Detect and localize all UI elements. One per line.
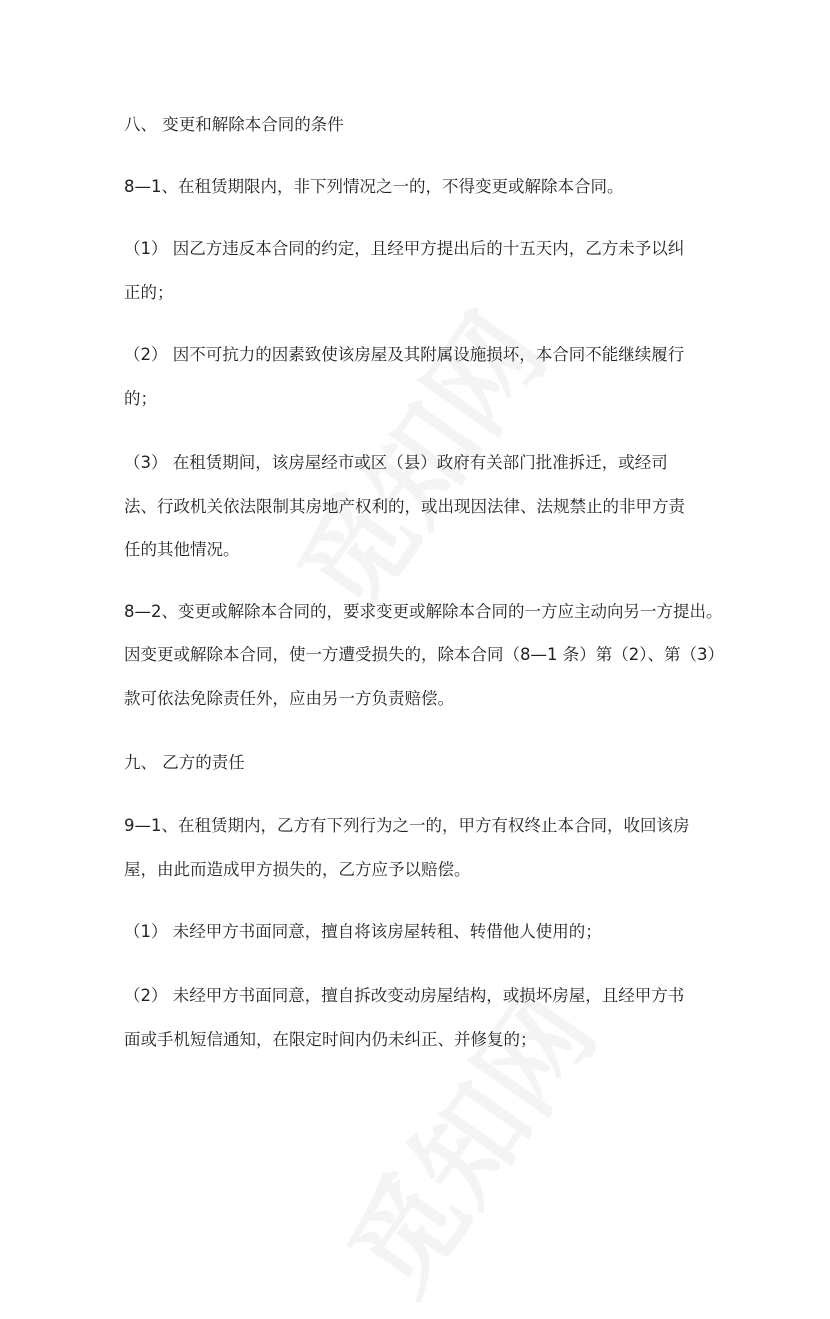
text-line: （1） 未经甲方书面同意，擅自将该房屋转租、转借他人使用的； (124, 922, 602, 941)
text-line: 8—1、在租赁期限内，非下列情况之一的，不得变更或解除本合同。 (124, 177, 624, 196)
text-line: 面或手机短信通知，在限定时间内仍未纠正、并修复的； (124, 1030, 537, 1049)
text-line: （3） 在租赁期间，该房屋经市或区（县）政府有关部门批准拆迁，或经司 (124, 453, 668, 472)
text-line: 八、 变更和解除本合同的条件 (124, 115, 344, 134)
text-line: 8—2、变更或解除本合同的，要求变更或解除本合同的一方应主动向另一方提出。 (124, 602, 723, 621)
text-line: 屋，由此而造成甲方损失的，乙方应予以赔偿。 (124, 860, 471, 879)
text-line: 法、行政机关依法限制其房地产权利的，或出现因法律、法规禁止的非甲方责 (124, 497, 685, 516)
text-line: （2） 未经甲方书面同意，擅自拆改变动房屋结构，或损坏房屋，且经甲方书 (124, 986, 685, 1005)
text-line: 9—1、在租赁期内，乙方有下列行为之一的，甲方有权终止本合同，收回该房 (124, 816, 690, 835)
text-line: （2） 因不可抗力的因素致使该房屋及其附属设施损坏，本合同不能继续履行 (124, 345, 685, 364)
watermark (306, 959, 625, 1319)
text-line: 因变更或解除本合同，使一方遭受损失的，除本合同（8—1 条）第（2）、第（3） (124, 645, 724, 664)
text-line: 正的； (124, 283, 174, 302)
text-line: 九、 乙方的责任 (124, 753, 245, 772)
text-line: （1） 因乙方违反本合同的约定，且经甲方提出后的十五天内，乙方未予以纠 (124, 239, 685, 258)
text-line: 款可依法免除责任外，应由另一方负责赔偿。 (124, 689, 454, 708)
text-line: 任的其他情况。 (124, 540, 240, 559)
text-line: 的； (124, 389, 157, 408)
